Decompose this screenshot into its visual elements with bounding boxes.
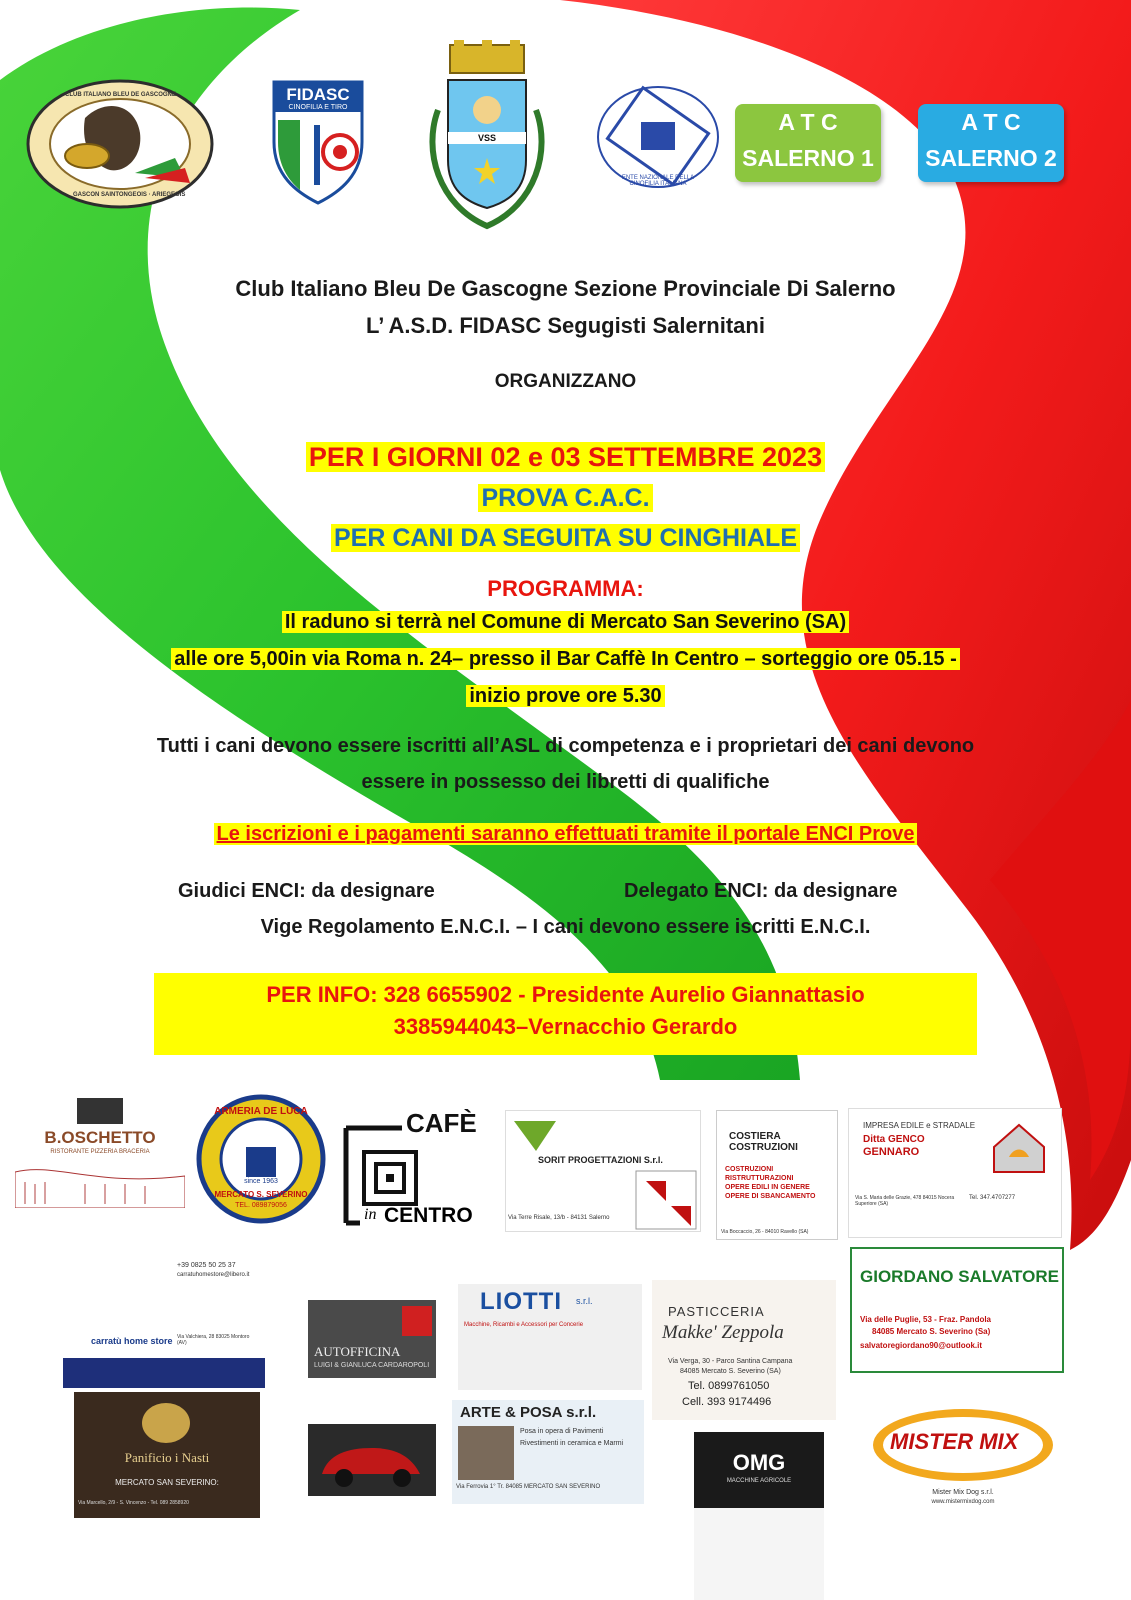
costiera-item: RISTRUTTURAZIONI [725,1175,794,1182]
giordano-addr2: 84085 Mercato S. Severino (Sa) [872,1327,991,1336]
carratu-email: carratuhomestore@libero.it [177,1272,250,1278]
sponsor-sorit [505,1110,701,1232]
panificio-town: MERCATO SAN SEVERINO: [115,1478,219,1487]
armeria-top: ARMERIA DE LUCA [214,1106,308,1117]
programma-line1-row [0,611,1131,634]
programma-heading-row [0,576,1131,602]
fidasc-logo [270,80,366,205]
liotti-sub: Macchine, Ricambi e Accessori per Concerie [464,1322,584,1328]
sorit-name: SORIT PROGETTAZIONI S.r.l. [538,1155,663,1165]
genco-tel: Tel. 347.4707277 [969,1195,1016,1201]
genco-addr: Via S. Maria delle Grazie, 478 84015 Nocera Superiore (SA) [855,1195,955,1207]
arte-desc1: Posa in opera di Pavimenti [520,1428,604,1435]
sponsor-costiera [716,1110,838,1240]
event-title-row [0,484,1131,513]
atc2-line2: SALERNO 2 [925,145,1057,171]
sponsor-pasticceria [652,1280,836,1420]
costiera-item: COSTRUZIONI [725,1166,774,1173]
sponsor-cafe-in-centro [342,1108,490,1228]
club-bleu-gascogne-logo [25,78,215,210]
pasticceria-line2: Makke' Zeppola [662,1322,784,1343]
requirements-line1: Tutti i cani devono essere iscritti all’ASL di competenza e i proprietari dei cani devono [156,735,975,757]
armeria-bottom: MERCATO S. SEVERINO [214,1190,308,1199]
atc-salerno-1-badge [735,104,881,182]
organizzano-label: ORGANIZZANO [494,371,637,392]
pasticceria-addr1: Via Verga, 30 - Parco Santina Campana [668,1358,793,1365]
giordano-email: salvatoregiordano90@outlook.it [860,1341,983,1350]
sponsor-arte-posa [452,1400,644,1504]
organizer-line-2: L’ A.S.D. FIDASC Segugisti Salernitani [366,313,765,338]
liotti-name: LIOTTI [480,1288,562,1315]
cafe-line2a: in [364,1206,377,1223]
pasticceria-cell: Cell. 393 9174496 [682,1396,772,1408]
programma-line2: alle ore 5,00in via Roma n. 24– presso il Bar Caffè In Centro – sorteggio ore 05.15 - [171,648,960,670]
omg-sub: MACCHINE AGRICOLE [726,1478,792,1484]
sponsor-panificio [74,1392,260,1518]
municipal-coat-of-arms [418,40,556,236]
costiera-item: OPERE DI SBANCAMENTO [725,1193,816,1200]
sponsor-car-photo [308,1424,436,1496]
registration-row [0,823,1131,846]
regolamento-text: Vige Regolamento E.N.C.I. – I cani devono essere iscritti E.N.C.I. [260,916,871,938]
costiera-item: OPERE EDILI IN GENERE [725,1184,810,1191]
fidasc-subtitle: CINOFILIA E TIRO [288,104,348,111]
giordano-addr1: Via delle Puglie, 53 - Fraz. Pandola [860,1315,992,1324]
info-box [154,973,977,1055]
sorit-addr: Via Terre Risale, 13/b - 84131 Salerno [508,1215,610,1221]
atc1-line2: SALERNO 1 [742,145,874,171]
mistermix-name: MISTER MIX [890,1429,1019,1454]
requirements-line2: essere in possesso dei libretti di qualifiche [361,771,770,793]
costiera-name: COSTIERA COSTRUZIONI [729,1131,798,1153]
programma-heading: PROGRAMMA: [484,576,646,601]
autofficina-name: AUTOFFICINA [314,1344,401,1359]
panificio-name: Panificio i Nasti [124,1450,210,1465]
club-logo-bottom-text: GASCON SAINTONGEOIS · ARIEGEOIS [73,192,186,198]
carratu-name: carratù home store [91,1336,173,1346]
atc2-line1: A T C [961,109,1021,135]
arte-name: ARTE & POSA s.r.l. [460,1404,597,1421]
event-dates: PER I GIORNI 02 e 03 SETTEMBRE 2023 [306,442,825,472]
liotti-suffix: s.r.l. [576,1296,593,1306]
mistermix-web: www.mistermixdog.com [931,1499,995,1505]
genco-line2: Ditta GENCO [863,1134,925,1145]
mistermix-sub: Mister Mix Dog s.r.l. [932,1489,994,1496]
atc-salerno-2-badge [918,104,1064,182]
pasticceria-addr2: 84085 Mercato S. Severino (SA) [680,1368,781,1375]
programma-line3: inizio prove ore 5.30 [466,685,664,707]
cafe-line2b: CENTRO [384,1204,473,1227]
fidasc-title: FIDASC [286,85,350,104]
club-logo-top-text: CLUB ITALIANO BLEU DE GASCOGNE [65,92,176,98]
registration-text: Le iscrizioni e i pagamenti saranno effettuati tramite il portale ENCI Prove [214,823,918,845]
organizer-line-1: Club Italiano Bleu De Gascogne Sezione Provinciale Di Salerno [235,276,896,301]
carratu-phone: +39 0825 50 25 37 [177,1262,236,1269]
pasticceria-line1: PASTICCERIA [668,1304,765,1319]
pasticceria-tel: Tel. 0899761050 [688,1380,770,1392]
enci-logo-text: ENTE NAZIONALE DELLA CINOFILIA ITALIANA [621,175,695,187]
event-subtitle: PER CANI DA SEGUITA SU CINGHIALE [331,524,800,552]
costiera-addr: Via Boccaccio, 26 - 84010 Ravello (SA) [721,1229,809,1235]
giudici-text: Giudici ENCI: da designare [178,880,435,902]
sponsor-armeria-de-luca [196,1092,326,1226]
boschetto-sub: RISTORANTE PIZZERIA BRACERIA [50,1149,150,1155]
arte-desc2: Rivestimenti in ceramica e Marmi [520,1440,624,1447]
armeria-since: since 1963 [244,1178,278,1185]
genco-line3: GENNARO [863,1146,920,1158]
carratu-addr: Via Valchiera, 28 83025 Montoro (AV) [177,1334,250,1346]
armeria-tel: TEL. 089879056 [235,1202,287,1209]
sponsor-autofficina [308,1300,436,1378]
sponsor-omg [694,1432,824,1600]
arte-addr: Via Ferrovia 1° Tr. 84085 MERCATO SAN SEVERINO [456,1484,601,1490]
programma-line1: Il raduno si terrà nel Comune di Mercato San Severino (SA) [282,611,849,633]
atc1-line1: A T C [778,109,838,135]
info-line1: PER INFO: 328 6655902 - Presidente Aurelio Giannattasio [266,982,865,1007]
sponsor-giordano [850,1247,1064,1373]
autofficina-sub: LUIGI & GIANLUCA CARDAROPOLI [314,1362,430,1369]
omg-name: OMG [732,1450,786,1475]
sponsor-genco [848,1108,1062,1238]
sponsor-liotti [458,1284,642,1390]
sponsor-boschetto [15,1092,185,1208]
genco-line1: IMPRESA EDILE e STRADALE [863,1121,976,1130]
info-line2: 3385944043–Vernacchio Gerardo [393,1014,738,1039]
programma-line2-row [0,648,1131,671]
sponsor-mister-mix [866,1405,1060,1509]
sponsor-carratu [33,1250,265,1388]
boschetto-name: B.OSCHETTO [44,1128,156,1147]
cafe-line1: CAFÈ [406,1108,477,1138]
coat-motto: VSS [477,133,496,143]
event-subtitle-row [0,524,1131,553]
programma-line3-row [0,685,1131,708]
event-title: PROVA C.A.C. [478,484,652,512]
event-dates-row [0,442,1131,473]
enci-logo [593,80,723,195]
delegato-text: Delegato ENCI: da designare [624,880,898,902]
panificio-addr: Via Marcello, 2/9 - S. Vincenzo - Tel. 089 2858920 [78,1500,189,1506]
giordano-name: GIORDANO SALVATORE [860,1267,1059,1286]
